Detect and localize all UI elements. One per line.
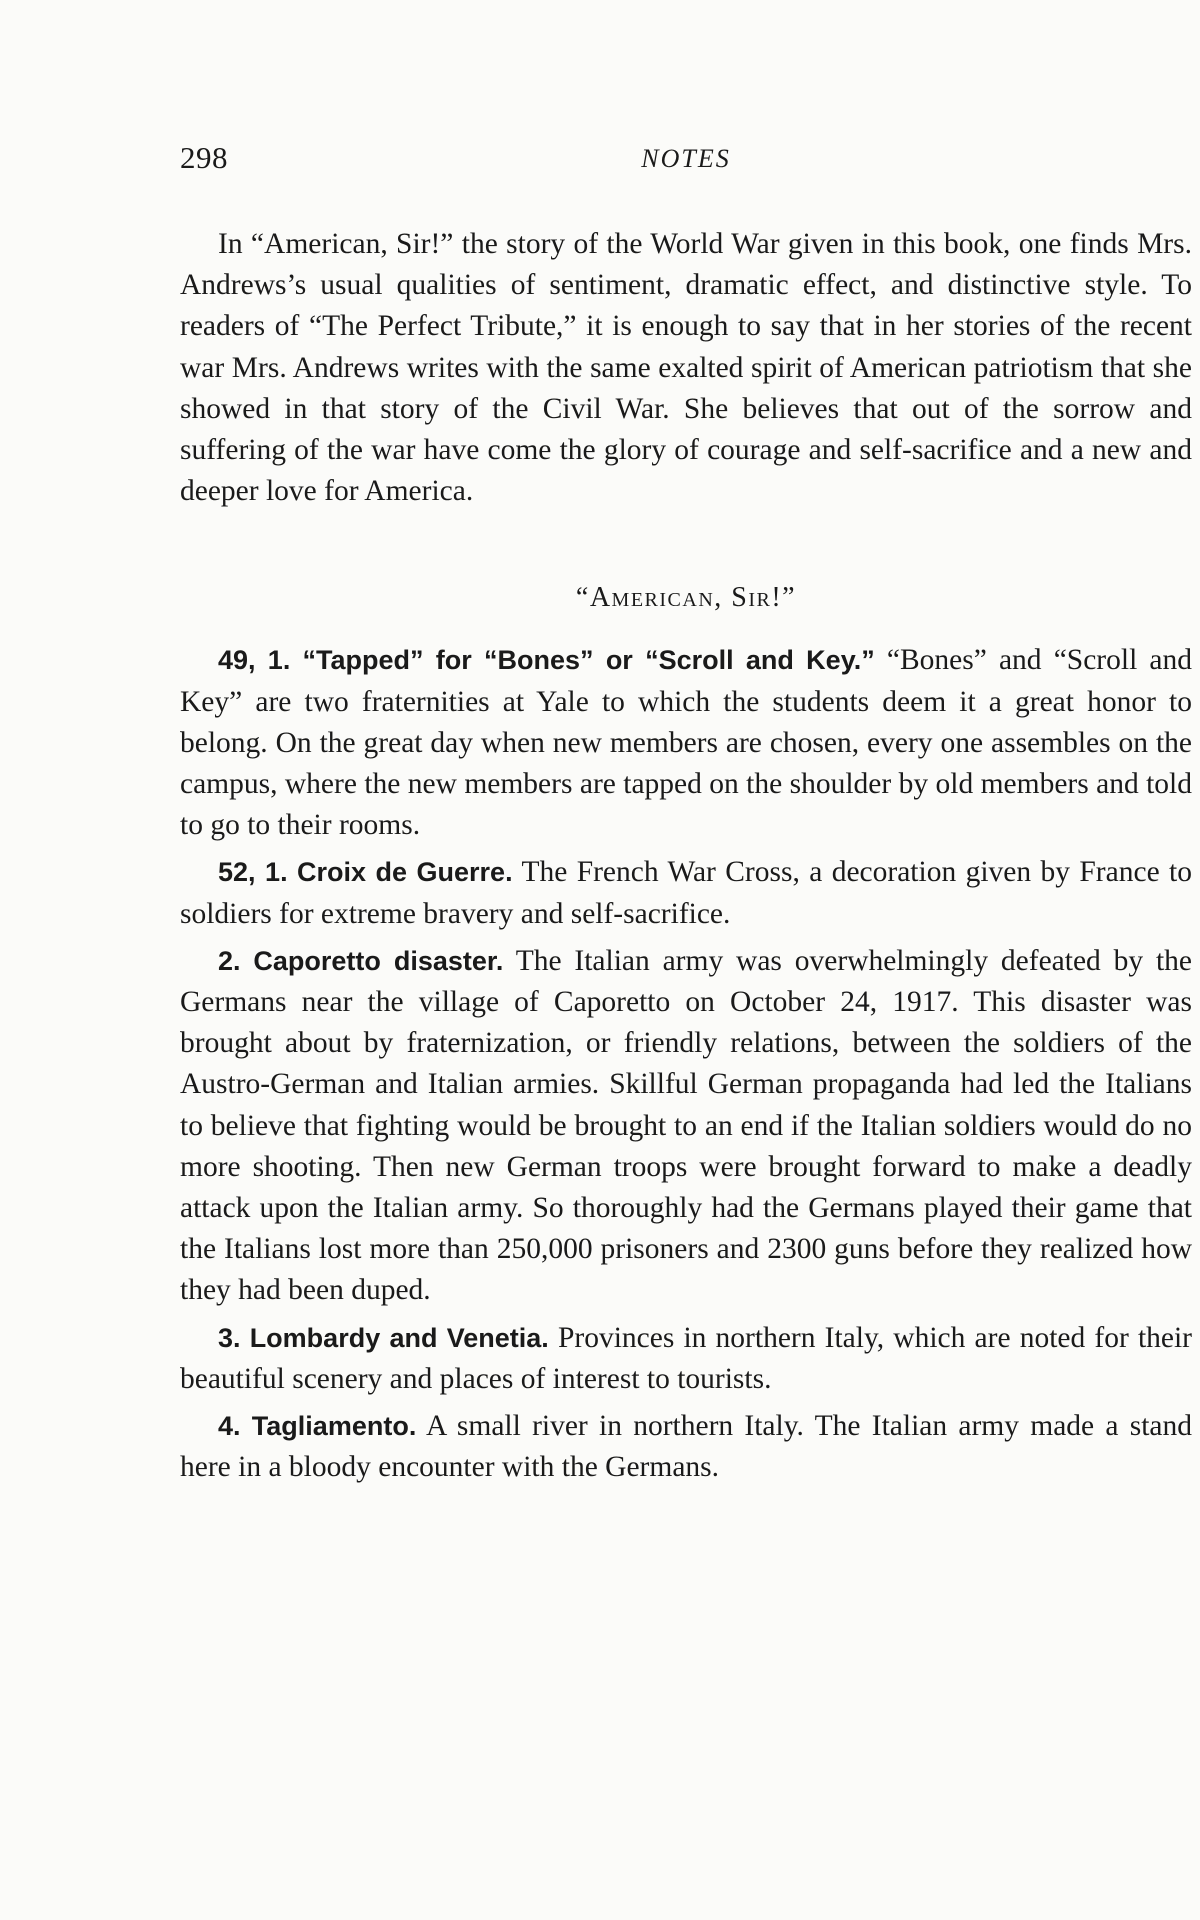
note-ref: 3. <box>218 1322 241 1353</box>
note-ref: 52, 1. <box>218 857 288 888</box>
note-entry <box>180 1406 1192 1488</box>
note-text: Provinces in northern Italy, which are noted for their beautiful scenery and places of interest to tourists. <box>180 1321 1193 1395</box>
note-term: Lombardy and Venetia. <box>249 1322 549 1353</box>
section-heading: “American, Sir!” <box>575 582 797 614</box>
note-text: The Italian army was overwhelmingly defeated by the Germans near the village of Caporetto on October 24, 1917. This disaster was brought about by fraternization, or friendly relations, between the soldiers of the Austro-German and Italian armies. Skillful German propaganda had led the Italians to believe that fighting would be brought to an end if the Italian soldiers would do no more shooting. Then new German troops were brought forward to make a deadly attack upon the Italian army. So thoroughly had the Germans played their game that the Italians lost more than 250,000 prisoners and 2300 guns before they realized how they had been duped. <box>180 944 1192 1307</box>
note-ref: 2. <box>218 945 241 976</box>
intro-paragraph: In “American, Sir!” the story of the World War given in this book, one finds Mrs. Andrews’s usual qualities of sentiment, dramatic effect, and distinctive style. To readers of “The Perfect Tribute,” it is enough to say that in her stories of the recent war Mrs. Andrews writes with the same exalted spirit of American patriotism that she showed in that story of the Civil War. She believes that out of the sorrow and suffering of the war have come the glory of courage and self-sacrifice and a new and deeper love for America. <box>180 228 1192 508</box>
note-term: “Tapped” for “Bones” or “Scroll and Key.” <box>302 645 875 676</box>
note-entry <box>180 941 1192 1312</box>
note-text: The French War Cross, a decoration given by France to soldiers for extreme bravery and self-sacrifice. <box>180 856 1193 930</box>
note-term: Tagliamento. <box>251 1411 417 1442</box>
page-number: 298 <box>180 140 228 175</box>
note-text: “Bones” and “Scroll and Key” are two fraternities at Yale to which the students deem it a great honor to belong. On the great day when new members are chosen, every one assembles on the campus, where the new members are tapped on the shoulder by old members and told to go to their rooms. <box>180 644 1193 842</box>
note-text: A small river in northern Italy. The Italian army made a stand here in a bloody encounter with the Germans. <box>180 1410 1193 1484</box>
book-page <box>180 140 1192 1488</box>
running-head <box>180 140 1192 190</box>
note-term: Caporetto disaster. <box>253 945 504 976</box>
note-term: Croix de Guerre. <box>296 857 513 888</box>
note-ref: 4. <box>218 1411 241 1442</box>
note-entry <box>180 1318 1192 1400</box>
note-entry <box>180 640 1192 846</box>
note-ref: 49, 1. <box>218 645 291 676</box>
running-title: NOTES <box>641 144 731 173</box>
note-entry <box>180 852 1192 934</box>
